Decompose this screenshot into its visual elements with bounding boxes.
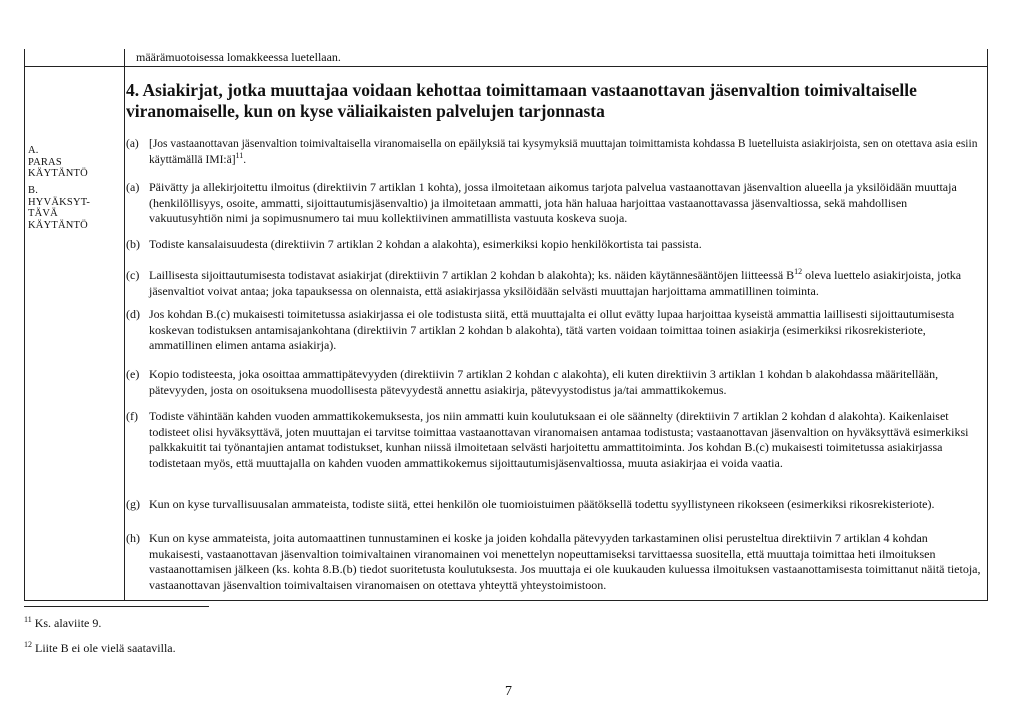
item-text: Päivätty ja allekirjoitettu ilmoitus (direktiivin 7 artiklan 1 kohta), jossa ilmoitetaan aikomus tarjota palvelua vastaanottavan jäsenvaltion alueella ja yksilöidään muuttaja (henkilöllisyys, osoite, ammatti, sijoittautumisjäsenvaltio) ja ilmoitetaan ammatti, jota hän haluaa harjoittaa vastaanottavassa jäsenvaltiossa, sekä mahdollisen vakuutusyhtiön nimi ja sopimusnumero tai muu kollektiivinen ammatillista vastuuta koskeva suoja. — [149, 180, 957, 225]
label-letter: B. — [28, 185, 39, 196]
label-acceptable-practice — [28, 185, 90, 231]
footnote-11 — [24, 616, 101, 631]
item-letter: (e) — [126, 367, 140, 381]
footnote-text: Liite B ei ole vielä saatavilla. — [35, 641, 176, 655]
item-letter: (a) — [126, 180, 140, 194]
item-letter: (b) — [126, 237, 140, 251]
list-item-a — [126, 180, 984, 227]
footnote-ref: 12 — [794, 267, 803, 276]
item-text-tail: oleva luettelo asiakirjoista, jotka jäsenvaltiot voivat antaa; joka tapauksessa on olennaista, että asiakirjassa yksilöidään selvästi muuttajan harjoittama ammatillinen toiminta. — [149, 268, 962, 298]
item-letter: (c) — [126, 268, 140, 282]
item-text: Kopio todisteesta, joka osoittaa ammattipätevyyden (direktiivin 7 artiklan 2 kohdan c alakohta), eli kuten direktiivin 3 artiklan 1 kohdan b alakohdassa määritellään, pätevyyden, josta on osoituksena muodollisesta pätevyydestä annettu asiakirja, pätevyystodistus ja/tai ammattikokemus. — [149, 367, 939, 397]
label-line: TÄVÄ — [28, 208, 58, 219]
item-text: Kun on kyse ammateista, joita automaattinen tunnustaminen ei koske ja joiden kohdalla pätevyyden tarkastaminen olisi perusteltua direktiivin 7 artiklan 4 kohdan mukaisesti, vastaanottavan jäsenvaltion toimivaltainen viranomainen voi menettelyn nopeuttamiseksi tarvittaessa suositella, että muuttaja toimittaa heti ilmoituksen vastaanottamisen jälkeen (ks. kohta 8.B.(b) tiedot suoritetusta koulutuksesta. Jos muuttaja ei ole kuukauden kuluessa ilmoituksen vastaanottamisesta toimittanut näitä tietoja, vastaanottavan jäsenvaltion toimivaltaisen viranomaisen on otettava yhteyttä yhteystoimistoon. — [149, 531, 981, 592]
footnote-ref: 11 — [235, 150, 244, 160]
list-item-g — [126, 497, 984, 513]
item-text: Todiste vähintään kahden vuoden ammattikokemuksesta, jos niin ammatti kuin koulutuksaan ei ole säännelty (direktiivin 7 artiklan 2 kohdan d alakohta). Kaikenlaiset todisteet olisi hyväksyttävä, joten muuttajan ei tarvitse toimittaa vastaanottavan viranomaisen antamaa todistusta; vastaanottavan jäsenvaltion on hyväksyttävä esimerkiksi palkkakuitit tai työnantajien antamat todistukset, kunhan niissä ilmoitetaan selvästi harjoitettu ammattitoiminta. Jos kohdan B.(c) mukaisesti toimitetussa asiakirjassa todistetaan myös, että muuttajalla on kahden vuoden ammattikokemus sijoittautumisjäsenvaltiossa, muuta asiakirjaa ei voida vaatia. — [149, 409, 969, 470]
previous-row-text: määrämuotoisessa lomakkeessa luetellaan. — [136, 50, 341, 64]
label-line: PARAS — [28, 156, 62, 168]
item-text: Jos kohdan B.(c) mukaisesti toimitetussa asiakirjassa ei ole todistusta siitä, että muuttajalta ei ollut evätty lupaa harjoittaa kyseistä ammattia laillisesti sijoittautumisesta koskevan todistuksen antamisajankohtana (direktiivin 7 artiklan 2 kohdan b alakohta), tätä varten voidaan toimittaa toinen asiakirja (esimerkiksi rikosrekisteriote, ammatillinen elimen antama asiakirja). — [149, 307, 955, 352]
item-text: Kun on kyse turvallisuusalan ammateista, todiste siitä, ettei henkilön ole tuomioistuimen päätöksellä todettu syyllistyneen rikokseen (esimerkiksi rikosrekisteriote). — [149, 497, 935, 511]
footnote-12 — [24, 641, 176, 656]
list-item-b — [126, 237, 984, 253]
item-text: Todiste kansalaisuudesta (direktiivin 7 artiklan 2 kohdan a alakohta), esimerkiksi kopio henkilökortista tai passista. — [149, 237, 702, 251]
table-row-divider — [24, 66, 988, 67]
list-item-a-best — [126, 137, 984, 168]
table-column-divider — [124, 49, 125, 601]
list-item-d — [126, 307, 984, 354]
footnote-separator — [24, 606, 209, 607]
item-letter: (f) — [126, 409, 138, 423]
item-letter: (d) — [126, 307, 140, 321]
section-number: 4. — [126, 80, 140, 100]
list-item-c — [126, 268, 984, 299]
label-line: KÄYTÄNTÖ — [28, 168, 88, 179]
list-item-h — [126, 531, 984, 593]
footnote-number: 12 — [24, 640, 32, 649]
label-line: KÄYTÄNTÖ — [28, 219, 88, 231]
item-text: [Jos vastaanottavan jäsenvaltion toimivaltaisella viranomaisella on epäilyksiä tai kysymyksiä muuttajan toimittamista kohdassa B luetelluista asiakirjoista, sen on otettava asia esiin käyttämällä IMI:ä] — [149, 138, 978, 166]
item-letter: (h) — [126, 531, 140, 545]
list-item-f — [126, 409, 984, 471]
footnote-number: 11 — [24, 615, 32, 624]
label-line: HYVÄKSYT- — [28, 196, 91, 208]
page-number: 7 — [505, 684, 512, 699]
label-best-practice — [28, 145, 88, 180]
section-title: Asiakirjat, jotka muuttajaa voidaan kehottaa toimittamaan vastaanottavan jäsenvaltion toimivaltaiselle viranomaiselle, kun on kyse väliaikaisten palvelujen tarjonnasta — [126, 80, 917, 121]
item-letter: (a) — [126, 138, 139, 150]
list-item-e — [126, 367, 984, 398]
item-text: Laillisesta sijoittautumisesta todistavat asiakirjat (direktiivin 7 artiklan 2 kohdan b alakohta); ks. näiden käytännesääntöjen liitteessä B — [149, 268, 795, 282]
label-letter: A. — [28, 145, 39, 156]
item-text-tail: . — [243, 153, 247, 166]
item-letter: (g) — [126, 497, 140, 511]
section-heading — [126, 80, 956, 122]
footnote-text: Ks. alaviite 9. — [34, 616, 102, 630]
